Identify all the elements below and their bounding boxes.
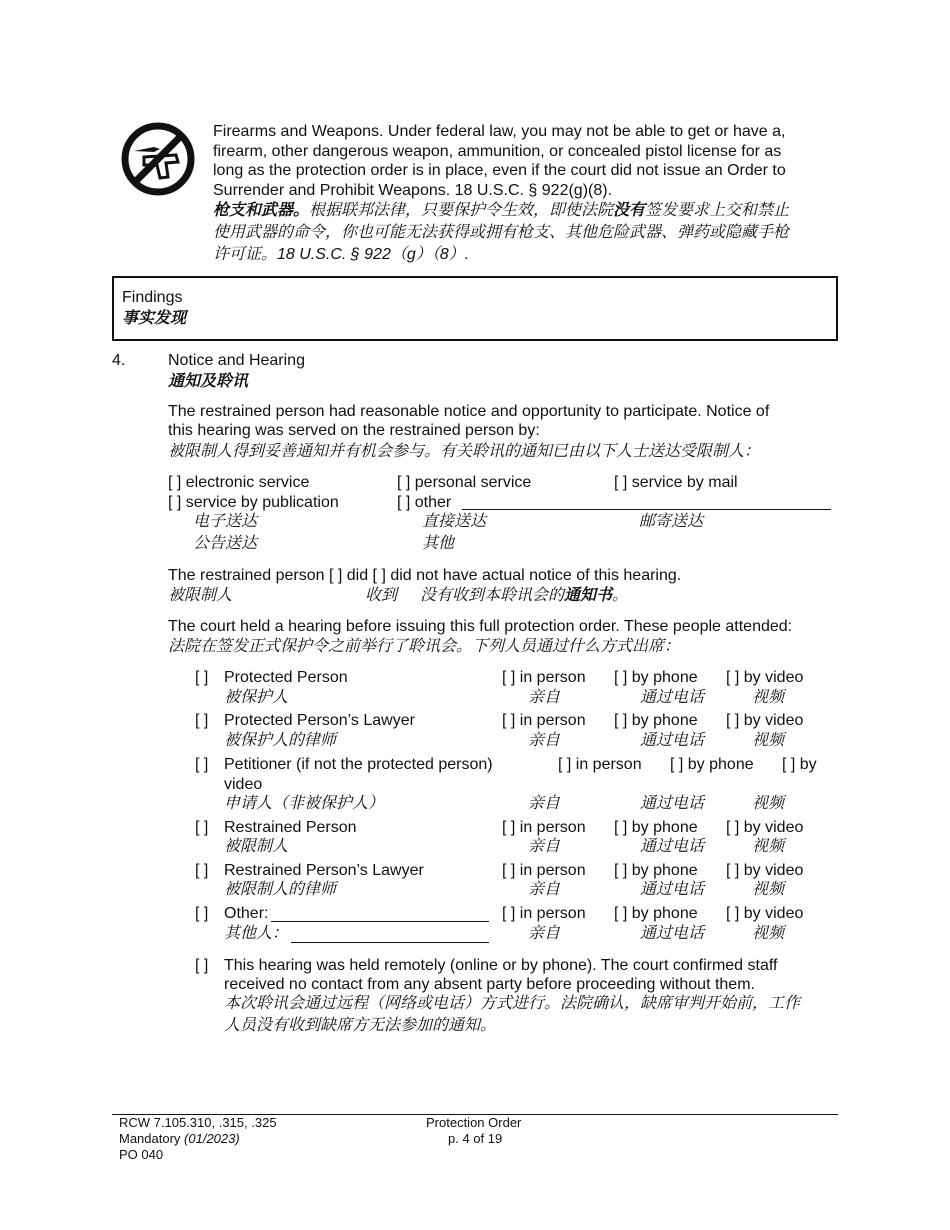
attendee-label: Protected Person [224, 669, 348, 686]
checkbox-by-phone[interactable]: [ ] by phone [614, 905, 698, 922]
section-title: Notice and Hearing [168, 352, 305, 369]
checkbox-by-video[interactable]: [ ] by video [726, 819, 804, 836]
attendee-checkbox[interactable]: [ ] [195, 669, 209, 686]
by-video-zh: 视频 [752, 838, 785, 855]
checkbox-other-service[interactable]: [ ] other [397, 494, 452, 511]
checkbox-by-video[interactable]: [ ] by video [726, 712, 804, 729]
checkbox-by-phone[interactable]: [ ] by phone [614, 819, 698, 836]
attendee-checkbox[interactable]: [ ] [195, 819, 209, 836]
attendee-checkbox[interactable]: [ ] [195, 905, 209, 922]
checkbox-electronic-service[interactable]: [ ] electronic service [168, 474, 310, 491]
attendee-label: Petitioner (if not the protected person) [224, 756, 493, 773]
findings-title-zh: 事实发现 [122, 310, 187, 327]
firearms-zh-line: 使用武器的命令，你也可能无法获得或拥有枪支、其他危险武器、弹药或隐藏手枪 [213, 224, 790, 241]
attendee-label: Restrained Person [224, 819, 357, 836]
hearing-held-zh: 法院在签发正式保护令之前举行了聆讯会。下列人员通过什么方式出席： [168, 638, 681, 655]
footer-title: Protection Order [426, 1115, 522, 1130]
findings-section-box [112, 276, 838, 341]
actual-notice-zh-b: 收到 [365, 587, 398, 604]
electronic-service-zh: 电子送达 [193, 513, 258, 530]
checkbox-in-person[interactable]: [ ] in person [558, 756, 642, 773]
by-video-zh: 视频 [752, 881, 785, 898]
by-phone-zh: 通过电话 [640, 925, 705, 942]
actual-notice-zh-a: 被限制人 [168, 587, 233, 604]
firearms-warning [213, 122, 838, 200]
remote-hearing-checkbox[interactable]: [ ] [195, 957, 209, 974]
actual-notice-zh-text: 没有收到本聆讯会的 [420, 587, 565, 604]
notice-intro: The restrained person had reasonable notice and opportunity to participate. Notice of [168, 403, 770, 420]
checkbox-in-person[interactable]: [ ] in person [502, 669, 586, 686]
footer-mandatory-label: Mandatory [119, 1131, 181, 1146]
in-person-zh: 亲自 [528, 838, 561, 855]
attendee-checkbox[interactable]: [ ] [195, 756, 209, 773]
in-person-zh: 亲自 [528, 732, 561, 749]
remote-hearing-zh: 本次聆讯会通过远程（网络或电话）方式进行。法院确认，缺席审判开始前，工作 [224, 995, 801, 1012]
by-video-zh: 视频 [752, 795, 785, 812]
actual-notice-zh-c [420, 585, 628, 606]
remote-hearing-text: received no contact from any absent party before proceeding without them. [224, 976, 755, 993]
actual-notice-statement[interactable] [168, 566, 681, 585]
attendee-label: Restrained Person’s Lawyer [224, 862, 424, 879]
checkbox-service-by-publication[interactable]: [ ] service by publication [168, 494, 339, 511]
footer-page-number: p. 4 of 19 [448, 1131, 503, 1146]
checkbox-by-video[interactable]: [ ] by video [726, 669, 804, 686]
section-number: 4. [112, 352, 126, 369]
attendee-checkbox[interactable]: [ ] [195, 862, 209, 879]
checkbox-by-phone[interactable]: [ ] by phone [614, 862, 698, 879]
actual-notice-zh-emphasis: 通知书 [564, 587, 613, 604]
firearms-line: Firearms and Weapons. Under federal law, you may not be able to get or have a, [213, 123, 786, 140]
notice-intro: this hearing was served on the restrained person by: [168, 422, 540, 439]
footer-mandatory [119, 1131, 240, 1147]
footer-rcw: RCW 7.105.310, .315, .325 [119, 1115, 277, 1130]
checkbox-by-phone[interactable]: [ ] by phone [670, 756, 754, 773]
firearms-zh-line: 许可证。18 U.S.C. § 922（g）（8）. [213, 246, 470, 263]
checkbox-by-video[interactable]: [ ] by video [726, 862, 804, 879]
attendee-label: Other: [224, 905, 269, 922]
findings-title: Findings [122, 289, 183, 306]
hearing-held-statement: The court held a hearing before issuing this full protection order. These people attended: [168, 618, 793, 635]
checkbox-by-video[interactable]: [ ] by [782, 756, 817, 773]
attendee-label-zh: 被保护人的律师 [224, 732, 337, 749]
by-phone-zh: 通过电话 [640, 689, 705, 706]
other-service-field[interactable] [462, 509, 831, 510]
other-service-zh: 其他 [422, 535, 455, 552]
firearms-heading-zh: 枪支和武器。 [213, 202, 310, 219]
checkbox-by-phone[interactable]: [ ] by phone [614, 669, 698, 686]
checkbox-in-person[interactable]: [ ] in person [502, 862, 586, 879]
mail-service-zh: 邮寄送达 [639, 513, 704, 530]
by-phone-zh: 通过电话 [640, 838, 705, 855]
checkbox-by-phone[interactable]: [ ] by phone [614, 712, 698, 729]
section-title-zh: 通知及聆讯 [168, 373, 249, 390]
by-phone-zh: 通过电话 [640, 732, 705, 749]
attendee-label: Protected Person’s Lawyer [224, 712, 415, 729]
actual-notice-text: actual notice [481, 567, 572, 584]
footer-form-number: PO 040 [119, 1147, 164, 1162]
notice-intro-zh: 被限制人得到妥善通知并有机会参与。有关聆讯的通知已由以下人士送达受限制人： [168, 443, 761, 460]
other-attendee-field-zh[interactable] [291, 942, 489, 943]
remote-hearing-zh: 人员没有收到缺席方无法参加的通知。 [224, 1017, 497, 1034]
publication-service-zh: 公告送达 [193, 535, 258, 552]
footer-date: (01/2023) [184, 1131, 240, 1146]
checkbox-by-video[interactable]: [ ] by video [726, 905, 804, 922]
by-video-zh: 视频 [752, 689, 785, 706]
checkbox-personal-service[interactable]: [ ] personal service [397, 474, 532, 491]
attendee-label-zh: 申请人（非被保护人） [224, 795, 385, 812]
remote-hearing-text: This hearing was held remotely (online or by phone). The court confirmed staff [224, 957, 778, 974]
checkbox-in-person[interactable]: [ ] in person [502, 712, 586, 729]
personal-service-zh: 直接送达 [422, 513, 487, 530]
in-person-zh: 亲自 [528, 795, 561, 812]
firearms-warning-zh [213, 200, 843, 266]
checkbox-service-by-mail[interactable]: [ ] service by mail [614, 474, 738, 491]
firearms-line: firearm, other dangerous weapon, ammunition, or concealed pistol license for as [213, 142, 782, 160]
attendee-label-zh: 其他人： [224, 925, 289, 942]
firearms-zh-text: 根据联邦法律，只要保护令生效，即使法院 [309, 202, 614, 219]
attendee-checkbox[interactable]: [ ] [195, 712, 209, 729]
by-video-zh: 视频 [752, 732, 785, 749]
no-firearms-icon [120, 121, 196, 197]
checkbox-in-person[interactable]: [ ] in person [502, 905, 586, 922]
attendee-label-zh: 被保护人 [224, 689, 289, 706]
by-video-zh: 视频 [752, 925, 785, 942]
actual-notice-zh-text: 。 [612, 587, 629, 604]
in-person-zh: 亲自 [528, 881, 561, 898]
in-person-zh: 亲自 [528, 689, 561, 706]
actual-notice-text: The restrained person [ ] did [ ] did not have [168, 567, 482, 584]
firearms-line: Surrender and Prohibit Weapons. 18 U.S.C. § 922(g)(8). [213, 181, 613, 199]
firearms-zh-text: 签发要求上交和禁止 [645, 202, 790, 219]
attendee-label-zh: 被限制人的律师 [224, 881, 337, 898]
firearms-zh-emphasis: 没有 [613, 202, 646, 219]
firearms-line: long as the protection order is in place, even if the court did not issue an Order to [213, 162, 786, 179]
checkbox-in-person[interactable]: [ ] in person [502, 819, 586, 836]
in-person-zh: 亲自 [528, 925, 561, 942]
by-video-wrap: video [224, 776, 263, 793]
actual-notice-text: of this hearing. [571, 567, 682, 584]
by-phone-zh: 通过电话 [640, 881, 705, 898]
attendee-label-zh: 被限制人 [224, 838, 289, 855]
other-attendee-field[interactable] [271, 921, 489, 922]
by-phone-zh: 通过电话 [640, 795, 705, 812]
